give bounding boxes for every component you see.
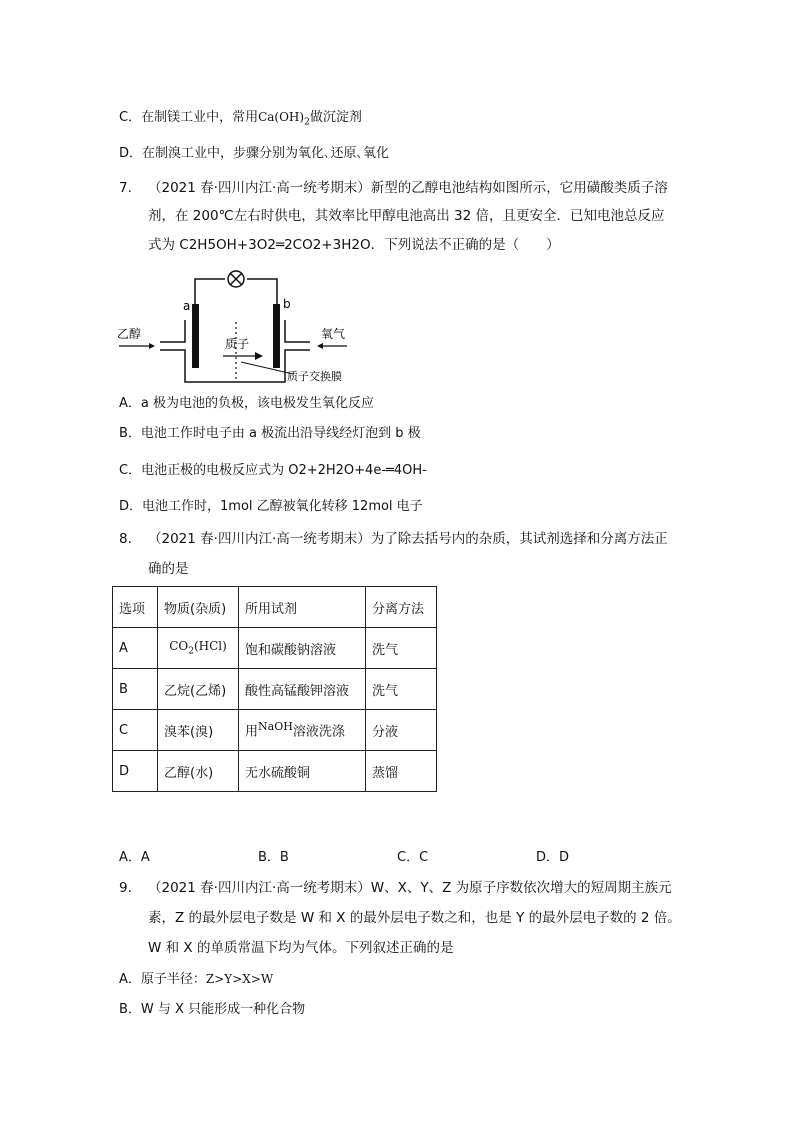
oxygen-label: 氧气 <box>321 327 346 341</box>
q7-option-d: D．电池工作时，1mol 乙醇被氧化转移 12mol 电子 <box>119 499 423 514</box>
proton-arrowhead <box>255 352 263 360</box>
q9-stem-line3: W 和 X 的单质常温下均为气体。下列叙述正确的是 <box>148 940 454 956</box>
membrane-label: 质子交换膜 <box>287 370 342 383</box>
formula-impurity: (HCl) <box>193 639 227 654</box>
proton-label: 质子 <box>225 337 250 351</box>
formula-sub: 2 <box>188 646 194 657</box>
fuel-cell-diagram <box>115 264 365 386</box>
table-header: 所用试剂 <box>239 587 366 628</box>
reagent-suffix: 溶液洗涤 <box>292 724 345 740</box>
table-cell-substance <box>158 628 239 669</box>
table-cell-substance: 溴苯(溴) <box>158 710 239 751</box>
q9-option-a <box>119 970 273 989</box>
q9-option-b: B．W 与 X 只能形成一种化合物 <box>119 1002 306 1017</box>
table-header-row <box>113 587 437 628</box>
q9-stem-line2: 素，Z 的最外层电子数是 W 和 X 的最外层电子数之和，也是 Y 的最外层电子数的 2 倍。 <box>148 910 681 926</box>
table-row <box>113 628 437 669</box>
table-row <box>113 669 437 710</box>
q6-option-c-suffix: 做沉淀剂 <box>309 110 362 125</box>
table-header: 物质(杂质) <box>158 587 239 628</box>
electrode-b <box>273 304 280 368</box>
q7-stem-line3: 式为 C2H5OH+3O2═2CO2+3H2O．下列说法不正确的是（ ） <box>148 237 560 253</box>
q7-number: 7. <box>119 180 132 196</box>
ethanol-label: 乙醇 <box>117 327 142 341</box>
electrode-b-label: b <box>283 297 291 311</box>
q6-option-c-text: C．在制镁工业中，常用 <box>119 110 259 125</box>
table-row <box>113 710 437 751</box>
q8-answer-c: C．C <box>397 850 429 865</box>
table-cell-method: 分液 <box>366 710 437 751</box>
table-cell-method: 洗气 <box>366 628 437 669</box>
reagent-prefix: 用 <box>245 724 259 740</box>
table-cell-substance: 乙烷(乙烯) <box>158 669 239 710</box>
q6-option-c <box>119 108 362 132</box>
ethanol-arrowhead <box>149 343 155 349</box>
q7-stem-line2: 剂，在 200℃左右时供电，其效率比甲醇电池高出 32 倍，且更安全．已知电池总反应 <box>148 208 665 224</box>
table-header: 分离方法 <box>366 587 437 628</box>
table-cell-option: A <box>113 628 158 669</box>
q9-number: 9. <box>119 880 132 896</box>
table-cell-reagent <box>239 710 366 751</box>
table-row <box>113 751 437 792</box>
table-cell-method: 蒸馏 <box>366 751 437 792</box>
table-cell-method: 洗气 <box>366 669 437 710</box>
q9-option-a-formula: Z>Y>X>W <box>205 972 274 986</box>
table-cell-option: C <box>113 710 158 751</box>
q8-table <box>112 586 437 792</box>
wire-right <box>247 279 277 304</box>
table-cell-reagent: 酸性高锰酸钾溶液 <box>239 669 366 710</box>
oxygen-arrowhead <box>317 343 323 349</box>
q7-stem-line1: （2021 春·四川内江·高一统考期末）新型的乙醇电池结构如图所示，它用磺酸类质子溶 <box>148 180 668 196</box>
reagent-formula: NaOH <box>258 720 293 734</box>
table-header: 选项 <box>113 587 158 628</box>
table-cell-reagent: 无水硫酸铜 <box>239 751 366 792</box>
q9-stem-line1: （2021 春·四川内江·高一统考期末）W、X、Y、Z 为原子序数依次增大的短周期主族元 <box>148 880 672 896</box>
q7-option-a: A．a 极为电池的负极，该电极发生氧化反应 <box>119 396 374 411</box>
table-cell-option: D <box>113 751 158 792</box>
electrode-a <box>192 304 199 368</box>
q8-answer-d: D．D <box>536 850 570 865</box>
q8-answer-b: B．B <box>258 850 289 865</box>
table-cell-option: B <box>113 669 158 710</box>
table-cell-substance: 乙醇(水) <box>158 751 239 792</box>
q8-stem-line1: （2021 春·四川内江·高一统考期末）为了除去括号内的杂质，其试剂选择和分离方法正 <box>148 531 668 547</box>
q9-option-a-text: A．原子半径： <box>119 972 206 987</box>
q8-stem-line2: 确的是 <box>148 561 189 577</box>
q6-option-d: D．在制溴工业中，步骤分别为氧化､还原､氧化 <box>119 146 390 161</box>
electrode-a-label: a <box>183 299 191 313</box>
q6-option-c-formula: Ca(OH) <box>258 110 305 124</box>
q6-option-c-sub: 2 <box>304 117 310 128</box>
q7-option-c: C．电池正极的电极反应式为 O2+2H2O+4e-═4OH- <box>119 463 427 478</box>
q7-option-b: B．电池工作时电子由 a 极流出沿导线经灯泡到 b 极 <box>119 426 421 441</box>
table-cell-reagent: 饱和碳酸钠溶液 <box>239 628 366 669</box>
q8-answer-a: A．A <box>119 850 150 865</box>
formula-main: CO <box>169 639 189 654</box>
wire-left <box>195 279 225 304</box>
lamp-icon <box>228 271 244 287</box>
q8-number: 8. <box>119 531 132 547</box>
